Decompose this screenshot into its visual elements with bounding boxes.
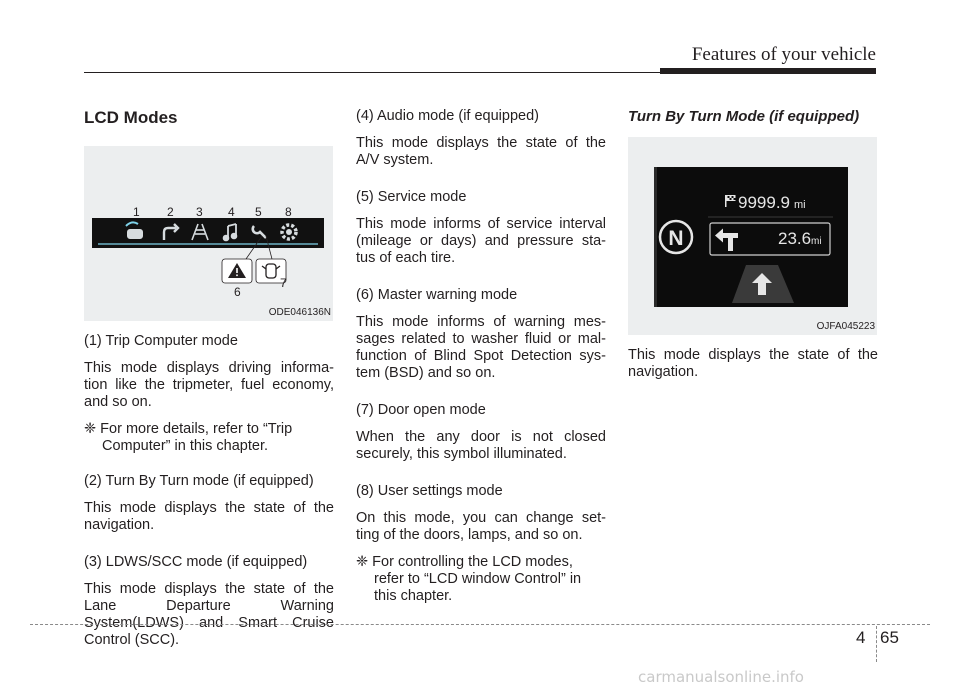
figure-code: OJFA045223 <box>816 321 875 332</box>
turn-distance-value: 23.6 <box>778 229 812 248</box>
callout-6: 6 <box>234 285 241 299</box>
page-separator <box>876 626 877 662</box>
callout-3: 3 <box>196 205 203 219</box>
turn-by-turn-display-illustration <box>628 137 877 335</box>
column-3 <box>628 108 878 391</box>
chapter-number: 4 <box>856 628 866 647</box>
mode-3-text: This mode displays the state of the Lane Departure Warning System(LDWS) and Smart Cruise Control (SCC). <box>84 581 334 648</box>
total-distance-value: 9999.9 <box>738 193 790 212</box>
lcd-mode-bar-illustration <box>84 146 333 321</box>
header-rule <box>84 72 660 73</box>
mode-7-text: When the any door is not closed securely, this symbol illuminated. <box>356 429 606 462</box>
lcd-modes-figure <box>84 146 333 321</box>
gear-position-indicator <box>660 221 692 253</box>
watermark: carmanualsonline.info <box>638 668 804 686</box>
footer-rule <box>30 624 930 625</box>
mode-5-heading: (5) Service mode <box>356 189 467 205</box>
header-rule-bar <box>660 68 876 74</box>
callout-1: 1 <box>133 205 140 219</box>
column-2 <box>356 108 606 623</box>
mode-7-heading: (7) Door open mode <box>356 402 486 418</box>
mode-6-heading: (6) Master warning mode <box>356 287 518 303</box>
mode-8-note: ❈ For controlling the LCD modes, refer to “LCD window Control” in this chapter. <box>356 554 582 604</box>
callout-2: 2 <box>167 205 174 219</box>
running-header: Features of your vehicle <box>691 44 876 65</box>
mode-4-heading: (4) Audio mode (if equipped) <box>356 108 539 124</box>
mode-5-text: This mode informs of service interval (mileage or days) and pressure sta- tus of each tire. <box>356 216 606 266</box>
callout-4: 4 <box>228 205 235 219</box>
mode-2-heading: (2) Turn By Turn mode (if equipped) <box>84 473 314 489</box>
mode-2-text: This mode displays the state of the navigation. <box>84 500 334 533</box>
callout-8: 8 <box>285 205 292 219</box>
section-title-turn-by-turn: Turn By Turn Mode (if equipped) <box>628 108 860 125</box>
callout-5: 5 <box>255 205 262 219</box>
turn-distance-unit: mi <box>811 236 822 247</box>
mode-1-heading: (1) Trip Computer mode <box>84 333 238 349</box>
turn-by-turn-text: This mode displays the state of the navigation. <box>628 347 878 380</box>
turn-by-turn-figure <box>628 137 877 335</box>
mode-1-note: ❈ For more details, refer to “Trip Computer” in this chapter. <box>84 421 293 454</box>
figure-code: ODE046136N <box>268 307 331 318</box>
mode-6-text: This mode informs of warning mes- sages related to washer fluid or mal- function of Blind Spot Detection sys- tem (BSD) and so on. <box>356 314 606 381</box>
mode-8-heading: (8) User settings mode <box>356 483 503 499</box>
svg-text:N: N <box>668 227 684 250</box>
callout-7: 7 <box>280 276 287 290</box>
page-number: 65 <box>880 628 899 647</box>
total-distance-unit: mi <box>794 199 806 211</box>
section-title-lcd-modes: LCD Modes <box>84 108 178 127</box>
mode-4-text: This mode displays the state of the A/V system. <box>356 135 606 168</box>
mode-3-heading: (3) LDWS/SCC mode (if equipped) <box>84 554 308 570</box>
column-1 <box>84 108 334 659</box>
mode-1-text: This mode displays driving informa- tion like the tripmeter, fuel economy, and so on. <box>84 360 334 410</box>
mode-8-text: On this mode, you can change set- ting of the doors, lamps, and so on. <box>356 510 606 543</box>
